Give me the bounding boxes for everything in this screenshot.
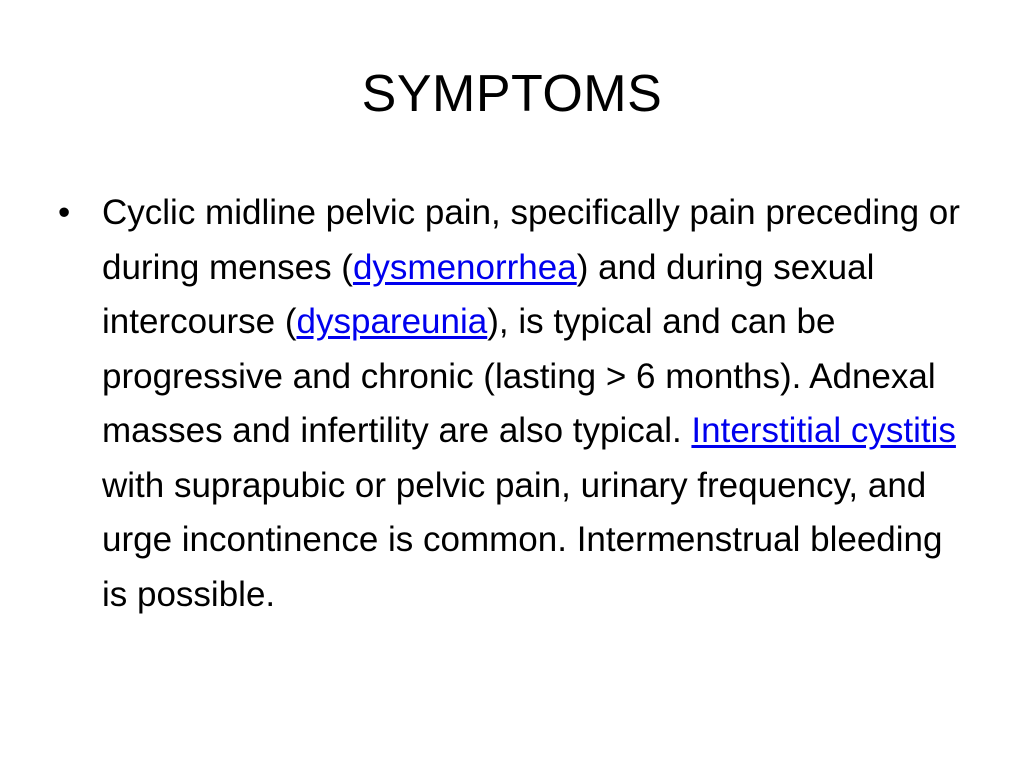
slide-body bbox=[58, 186, 968, 622]
slide-title: SYMPTOMS bbox=[361, 65, 663, 123]
bullet-item bbox=[58, 186, 968, 622]
bullet-text-segment-2: ) and during sexual intercourse ( bbox=[102, 247, 875, 341]
bullet-text-segment-1: Cyclic midline pelvic pain, specifically pain preceding or during menses ( bbox=[102, 193, 960, 287]
bullet-text-segment-4: with suprapubic or pelvic pain, urinary frequency, and urge incontinence is common. Intermenstrual bleeding is possible. bbox=[102, 465, 943, 614]
link-interstitial-cystitis[interactable]: Interstitial cystitis bbox=[691, 411, 956, 450]
bullet-text-segment-3: ), is typical and can be progressive and chronic (lasting > 6 months). Adnexal masses and infertility are also typical. bbox=[102, 302, 936, 450]
link-dysmenorrhea[interactable]: dysmenorrhea bbox=[352, 247, 577, 287]
link-dyspareunia[interactable]: dyspareunia bbox=[296, 302, 488, 341]
bullet-dot-icon: • bbox=[58, 193, 71, 232]
